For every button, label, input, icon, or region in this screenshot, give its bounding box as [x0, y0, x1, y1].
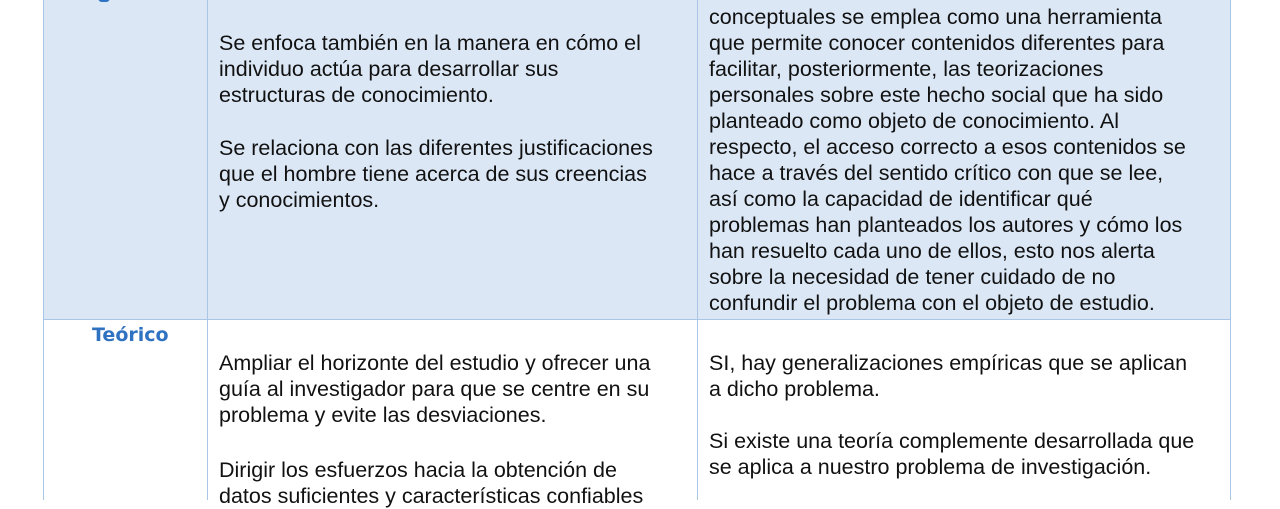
row-2-col-3-paragraph-1: SI, hay generalizaciones empíricas que se aplican a dicho problema.	[709, 351, 1188, 401]
row-2-col-2-paragraph-2: Dirigir los esfuerzos hacia la obtención de datos suficientes y características confiables	[219, 458, 644, 508]
row-1-col-3-text: conceptuales se emplea como una herramienta que permite conocer contenidos diferentes para facilitar, posteriormente, las teorizaciones personales sobre este hecho social que ha sido planteado como objeto de conocimiento. Al respecto, el acceso correcto a esos contenidos se hace a través del sentido crítico con que se lee, así como la capacidad de identificar qué problemas han planteados los autores y cómo los han resuelto cada uno de ellos, esto nos alerta sobre la necesidad de tener cuidado de no confundir el problema con el objeto de estudio.	[709, 5, 1186, 315]
table-border-col2	[697, 0, 698, 500]
row-2-col-3-paragraph-2: Si existe una teoría complemente desarrollada que se aplica a nuestro problema de investigación.	[709, 429, 1195, 479]
row-label-teorico: Teórico	[92, 324, 169, 346]
row-divider	[43, 319, 1231, 320]
row-2-col-2-paragraph-1: Ampliar el horizonte del estudio y ofrecer una guía al investigador para que se centre en su problema y evite las desviaciones.	[219, 351, 651, 427]
table-border-right	[1230, 0, 1231, 500]
table-border-left	[43, 0, 44, 500]
table-border-col1	[207, 0, 208, 500]
row-1-col-2-paragraph-2: Se relaciona con las diferentes justificaciones que el hombre tiene acerca de sus creencias y conocimientos.	[219, 136, 653, 212]
row-1-col-2-paragraph-1: Se enfoca también en la manera en cómo el individuo actúa para desarrollar sus estructuras de conocimiento.	[219, 31, 641, 107]
